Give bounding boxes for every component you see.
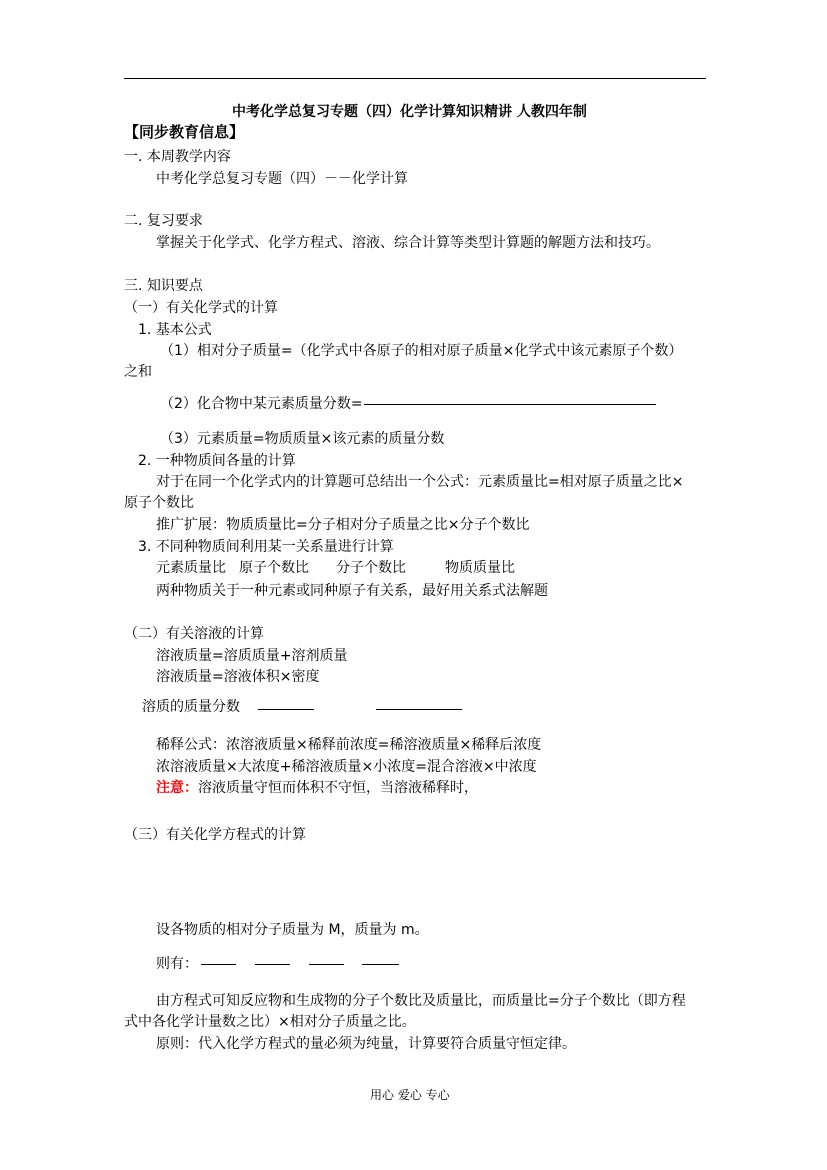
header-rule bbox=[124, 78, 706, 79]
p2-note bbox=[156, 778, 478, 798]
section-header: 【同步教育信息】 bbox=[124, 123, 245, 141]
term-element-mass-ratio: 元素质量比 bbox=[156, 560, 226, 576]
p1-heading: （一）有关化学式的计算 bbox=[124, 300, 278, 316]
blank-1 bbox=[201, 964, 236, 965]
p2-heading: （二）有关溶液的计算 bbox=[124, 626, 264, 642]
p2-line1: 溶液质量=溶质质量+溶剂质量 bbox=[156, 648, 348, 664]
blank-4 bbox=[362, 964, 399, 965]
p1-item2-extension: 推广扩展：物质质量比=分子相对分子质量之比×分子个数比 bbox=[156, 517, 530, 533]
p2-line3: 溶质的质量分数 bbox=[142, 699, 240, 715]
s3-heading: 三. 知识要点 bbox=[124, 278, 203, 294]
s1-heading: 一. 本周教学内容 bbox=[124, 149, 231, 165]
p3-line3-1: 由方程式可知反应物和生成物的分子个数比及质量比，而质量比=分子个数比（即方程 bbox=[156, 993, 686, 1009]
p3-line4: 原则：代入化学方程式的量必须为纯量，计算要符合质量守恒定律。 bbox=[156, 1036, 576, 1052]
term-molecule-count-ratio: 分子个数比 bbox=[336, 560, 406, 576]
blank-2 bbox=[255, 964, 290, 965]
p1-item2-line2: 原子个数比 bbox=[124, 495, 194, 511]
s2-heading: 二. 复习要求 bbox=[124, 213, 203, 229]
p1-item2: 2. 一种物质间各量的计算 bbox=[138, 453, 296, 469]
blank-3 bbox=[309, 964, 344, 965]
fraction-line-2 bbox=[376, 709, 462, 710]
p1-item3-note: 两种物质关于一种元素或同种原子有关系，最好用关系式法解题 bbox=[156, 583, 548, 599]
p1-formula1-line2: 之和 bbox=[124, 364, 152, 380]
p1-item3: 3. 不同种物质间利用某一关系量进行计算 bbox=[138, 539, 394, 555]
p2-line4: 稀释公式：浓溶液质量×稀释前浓度=稀溶液质量×稀释后浓度 bbox=[156, 737, 542, 753]
p1-formula3: （3）元素质量=物质质量×该元素的质量分数 bbox=[160, 431, 445, 447]
fraction-line-1 bbox=[258, 709, 314, 710]
p1-item1: 1. 基本公式 bbox=[138, 322, 212, 338]
term-substance-mass-ratio: 物质质量比 bbox=[445, 560, 515, 576]
s2-text: 掌握关于化学式、化学方程式、溶液、综合计算等类型计算题的解题方法和技巧。 bbox=[156, 235, 660, 251]
fraction-line bbox=[364, 404, 656, 405]
p1-formula1-line1: （1）相对分子质量=（化学式中各原子的相对原子质量×化学式中该元素原子个数） bbox=[160, 343, 683, 359]
p2-line5: 浓溶液质量×大浓度+稀溶液质量×小浓度=混合溶液×中浓度 bbox=[156, 759, 537, 775]
p1-formula2: （2）化合物中某元素质量分数= bbox=[160, 396, 363, 412]
p1-item2-line1: 对于在同一个化学式内的计算题可总结出一个公式：元素质量比=相对原子质量之比× bbox=[156, 474, 684, 490]
page-footer: 用心 爱心 专心 bbox=[370, 1088, 450, 1102]
s1-text: 中考化学总复习专题（四）－－化学计算 bbox=[156, 171, 408, 187]
document-title: 中考化学总复习专题（四）化学计算知识精讲 人教四年制 bbox=[232, 104, 587, 120]
p3-line1: 设各物质的相对分子质量为 M，质量为 m。 bbox=[156, 922, 429, 938]
term-atom-count-ratio: 原子个数比 bbox=[239, 560, 309, 576]
p3-line3-2: 式中各化学计量数之比）×相对分子质量之比。 bbox=[124, 1014, 416, 1030]
p3-line2: 则有： bbox=[156, 956, 198, 972]
note-text: 溶液质量守恒而体积不守恒，当溶液稀释时， bbox=[198, 780, 478, 796]
note-label: 注意： bbox=[156, 780, 198, 796]
p3-heading: （三）有关化学方程式的计算 bbox=[124, 827, 306, 843]
p2-line2: 溶液质量=溶液体积×密度 bbox=[156, 669, 320, 685]
